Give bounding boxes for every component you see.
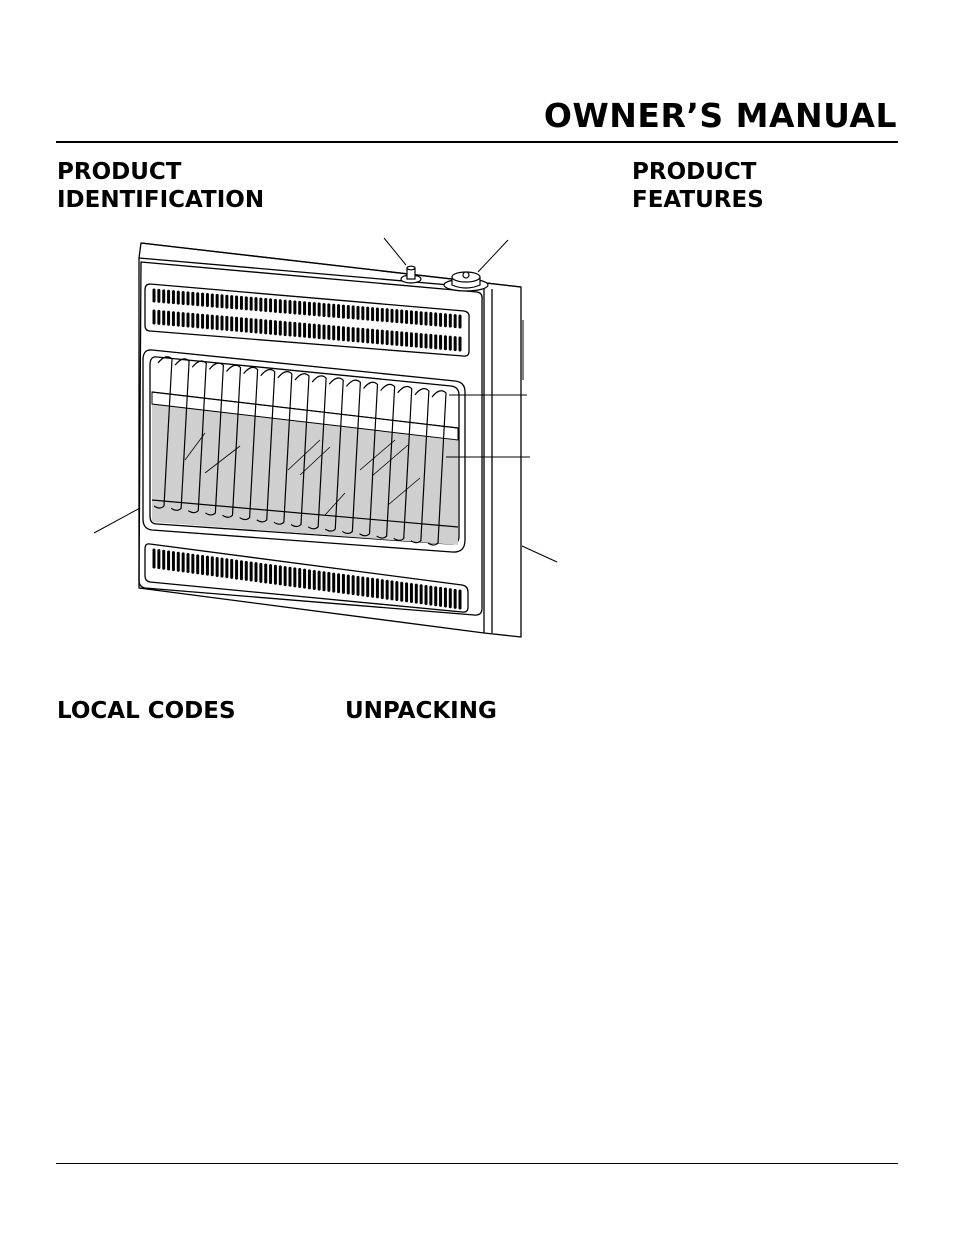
heading-line: PRODUCT <box>632 159 757 185</box>
product-identification-heading <box>57 158 264 214</box>
control-knob-center <box>463 272 469 278</box>
heading-line: PRODUCT <box>57 159 182 185</box>
heading-line: FEATURES <box>632 187 764 213</box>
footer-rule <box>56 1163 898 1164</box>
unpacking-heading: UNPACKING <box>345 698 497 724</box>
header-rule <box>56 141 898 143</box>
product-features-heading <box>632 158 764 214</box>
heater-illustration <box>80 232 570 652</box>
manual-title: OWNER’S MANUAL <box>543 96 897 135</box>
local-codes-heading: LOCAL CODES <box>57 698 236 724</box>
heading-line: IDENTIFICATION <box>57 187 265 213</box>
igniter-button-top <box>407 266 415 270</box>
upper-grille-slots <box>154 290 460 350</box>
